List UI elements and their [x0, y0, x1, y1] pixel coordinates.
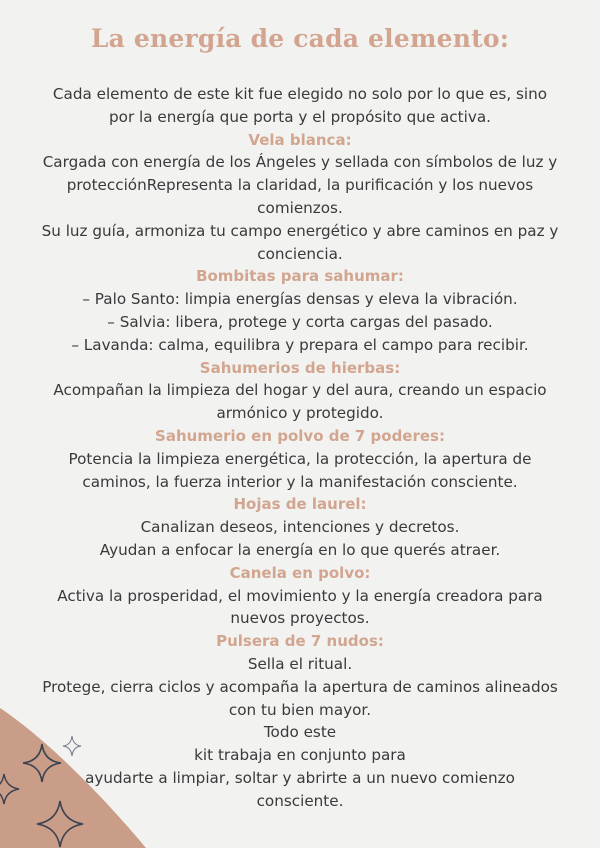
- section-text: Su luz guía, armoniza tu campo energético y abre caminos en paz y conciencia.: [41, 221, 559, 263]
- section-heading-sahumerio-polvo: Sahumerio en polvo de 7 poderes:: [155, 426, 445, 445]
- section-heading-vela-blanca: Vela blanca:: [248, 130, 352, 149]
- corner-decoration: [0, 708, 160, 848]
- section-heading-hojas-laurel: Hojas de laurel:: [233, 495, 367, 514]
- document-body: [40, 83, 560, 813]
- section-text: Cargada con energía de los Ángeles y sellada con símbolos de luz y protecciónRepresenta la claridad, la purificación y los nuevos comienzos.: [42, 153, 558, 217]
- page-title: La energía de cada elemento:: [90, 24, 510, 53]
- section-text: Acompañan la limpieza del hogar y del aura, creando un espacio armónico y protegido.: [53, 381, 547, 423]
- section-text: ayudarte a limpiar, soltar y abrirte a un nuevo comienzo consciente.: [85, 768, 515, 810]
- section-text: Activa la prosperidad, el movimiento y la energía creadora para nuevos proyectos.: [57, 586, 543, 628]
- section-text: Potencia la limpieza energética, la protección, la apertura de caminos, la fuerza interior y la manifestación consciente.: [68, 449, 532, 491]
- section-text: Ayudan a enfocar la energía en lo que querés atraer.: [99, 540, 501, 559]
- list-item: – Salvia: libera, protege y corta cargas del pasado.: [107, 312, 493, 331]
- section-heading-sahumerios: Sahumerios de hierbas:: [199, 358, 401, 377]
- section-text: Todo este: [263, 723, 337, 742]
- section-heading-canela: Canela en polvo:: [229, 563, 371, 582]
- section-text: Sella el ritual.: [247, 654, 353, 673]
- list-item: – Lavanda: calma, equilibra y prepara el campo para recibir.: [71, 335, 529, 354]
- section-text: kit trabaja en conjunto para: [194, 746, 406, 765]
- intro-paragraph: Cada elemento de este kit fue elegido no solo por lo que es, sino por la energía que porta y el propósito que activa.: [52, 85, 548, 126]
- sparkle-icon: [63, 736, 81, 756]
- section-heading-pulsera: Pulsera de 7 nudos:: [216, 632, 384, 651]
- section-text: Protege, cierra ciclos y acompaña la apertura de caminos alineados con tu bien mayor.: [42, 677, 558, 719]
- section-heading-bombitas: Bombitas para sahumar:: [196, 267, 404, 286]
- list-item: – Palo Santo: limpia energías densas y eleva la vibración.: [82, 290, 518, 309]
- section-text: Canalizan deseos, intenciones y decretos.: [140, 518, 460, 537]
